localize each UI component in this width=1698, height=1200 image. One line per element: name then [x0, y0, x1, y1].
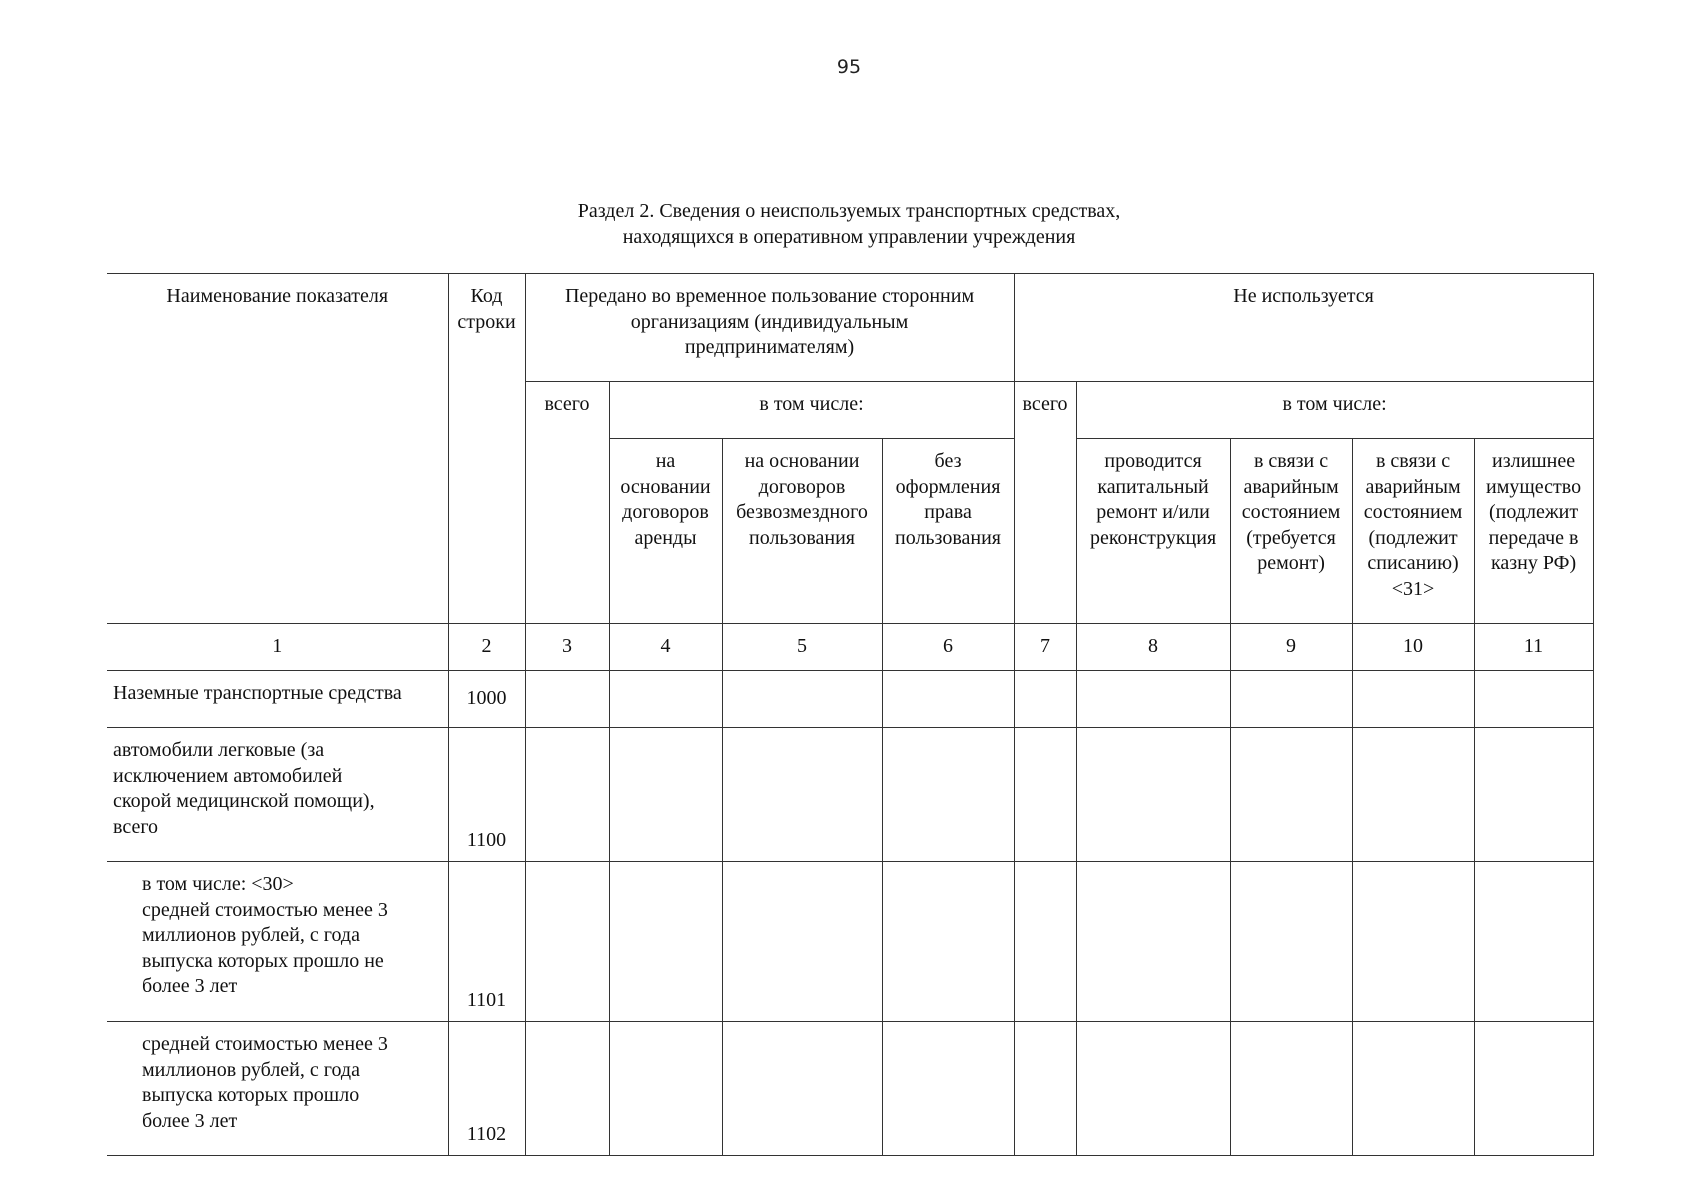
data-cell[interactable] [1076, 728, 1230, 862]
data-cell[interactable] [722, 671, 882, 728]
data-cell[interactable] [1352, 671, 1474, 728]
header-line: пользования [749, 526, 855, 549]
header-col-4 [609, 439, 722, 624]
row-name-line: Наземные транспортные средства [113, 682, 402, 704]
section-title [0, 198, 1698, 250]
header-line: аварийным [1243, 475, 1339, 498]
data-cell[interactable] [525, 671, 609, 728]
column-number: 1 [107, 624, 448, 671]
header-col-5 [722, 439, 882, 624]
row-name-line: исключением автомобилей [113, 764, 343, 787]
row-name-line: скорой медицинской помощи), [113, 790, 375, 812]
data-cell[interactable] [722, 862, 882, 1022]
data-cell[interactable] [1474, 728, 1593, 862]
section-title-line-2: находящихся в оперативном управлении учреждения [622, 226, 1076, 248]
data-cell[interactable] [525, 728, 609, 862]
header-transferred-line: организациям (индивидуальным [630, 310, 909, 333]
column-number: 2 [448, 624, 525, 671]
header-col-6 [882, 439, 1014, 624]
header-transferred [525, 274, 1014, 382]
column-number: 6 [882, 624, 1014, 671]
header-line: казну РФ) [1490, 552, 1577, 574]
row-name-line: более 3 лет [142, 1109, 238, 1132]
page-number: 95 [836, 56, 862, 78]
header-line: договоров [622, 501, 709, 523]
data-cell[interactable] [1352, 862, 1474, 1022]
data-cell[interactable] [1014, 862, 1076, 1022]
table-row [107, 728, 1593, 862]
data-cell[interactable] [1230, 671, 1352, 728]
data-cell[interactable] [1230, 862, 1352, 1022]
data-cell[interactable] [882, 862, 1014, 1022]
data-cell[interactable] [525, 862, 609, 1022]
column-number: 7 [1014, 624, 1076, 671]
row-name [107, 1022, 448, 1156]
header-line: <31> [1391, 577, 1435, 600]
data-cell[interactable] [722, 728, 882, 862]
header-line: аварийным [1365, 475, 1461, 498]
header-line: аренды [634, 526, 697, 549]
header-total-not-used: всего [1014, 382, 1076, 624]
header-col-8 [1076, 439, 1230, 624]
header-line: права [924, 501, 972, 523]
header-line: безвозмездного [736, 501, 868, 523]
row-name-line: миллионов рублей, с года [142, 1058, 360, 1081]
header-line: без [934, 450, 962, 472]
header-line: на [655, 450, 676, 472]
header-code-line: строки [457, 310, 516, 333]
header-line: в связи с [1375, 450, 1451, 472]
row-code: 1000 [448, 671, 525, 728]
data-cell[interactable] [525, 1022, 609, 1156]
header-transferred-line: Передано во временное пользование сторонним [564, 285, 975, 307]
row-name-line: средней стоимостью менее 3 [142, 1033, 388, 1055]
table-row [107, 862, 1593, 1022]
header-line: (подлежит [1368, 526, 1458, 549]
data-cell[interactable] [1014, 728, 1076, 862]
header-line: ремонт и/или [1096, 501, 1210, 523]
section-title-line-1: Раздел 2. Сведения о неиспользуемых транспортных средствах, [577, 200, 1121, 222]
data-cell[interactable] [1352, 728, 1474, 862]
header-col-11 [1474, 439, 1593, 624]
header-transferred-line: предпринимателям) [684, 336, 855, 358]
column-number: 11 [1474, 624, 1593, 671]
header-line: реконструкция [1089, 526, 1217, 549]
data-cell[interactable] [1474, 1022, 1593, 1156]
column-number: 10 [1352, 624, 1474, 671]
header-line: основании [620, 475, 711, 498]
data-cell[interactable] [1014, 1022, 1076, 1156]
header-line: имущество [1486, 475, 1582, 498]
column-number: 5 [722, 624, 882, 671]
row-code: 1101 [448, 862, 525, 1022]
data-cell[interactable] [882, 671, 1014, 728]
header-line: состоянием [1241, 501, 1341, 523]
data-cell[interactable] [1076, 862, 1230, 1022]
column-number: 9 [1230, 624, 1352, 671]
header-not-used: Не используется [1014, 274, 1593, 382]
row-name-line: выпуска которых прошло не [142, 949, 384, 972]
data-cell[interactable] [1076, 671, 1230, 728]
header-total-transferred: всего [525, 382, 609, 624]
header-line: в связи с [1253, 450, 1329, 472]
table-row [107, 1022, 1593, 1156]
table-row [107, 671, 1593, 728]
header-line: передаче в [1488, 526, 1579, 549]
header-col-9 [1230, 439, 1352, 624]
header-including-not-used: в том числе: [1076, 382, 1593, 439]
header-col-10 [1352, 439, 1474, 624]
column-number: 4 [609, 624, 722, 671]
header-line: (подлежит [1489, 501, 1579, 523]
row-name-line: средней стоимостью менее 3 [142, 898, 388, 921]
row-name-line: автомобили легковые (за [113, 739, 325, 761]
row-name-line: более 3 лет [142, 975, 238, 997]
row-code: 1100 [448, 728, 525, 862]
vehicles-table [107, 273, 1594, 1156]
header-line: пользования [895, 526, 1002, 549]
row-name-line: в том числе: <30> [142, 873, 294, 895]
header-line: капитальный [1097, 475, 1209, 498]
data-cell[interactable] [1230, 1022, 1352, 1156]
data-cell[interactable] [882, 1022, 1014, 1156]
row-code: 1102 [448, 1022, 525, 1156]
data-cell[interactable] [609, 1022, 722, 1156]
data-cell[interactable] [722, 1022, 882, 1156]
data-cell[interactable] [1076, 1022, 1230, 1156]
column-number: 8 [1076, 624, 1230, 671]
data-cell[interactable] [609, 728, 722, 862]
header-line: списанию) [1367, 552, 1459, 574]
header-code-line: Код [470, 285, 503, 307]
row-name-line: выпуска которых прошло [142, 1084, 360, 1106]
row-name [107, 862, 448, 1022]
header-name: Наименование показателя [107, 274, 448, 624]
row-name [107, 671, 448, 728]
data-cell[interactable] [1474, 862, 1593, 1022]
header-line: (требуется [1246, 526, 1336, 549]
data-cell[interactable] [609, 671, 722, 728]
header-line: оформления [895, 475, 1001, 498]
header-code [448, 274, 525, 624]
header-line: договоров [758, 475, 846, 498]
data-cell[interactable] [1014, 671, 1076, 728]
column-number-row [107, 624, 1593, 671]
header-line: проводится [1104, 450, 1202, 472]
row-name-line: миллионов рублей, с года [142, 924, 360, 946]
header-line: ремонт) [1257, 552, 1325, 574]
row-name [107, 728, 448, 862]
column-number: 3 [525, 624, 609, 671]
data-cell[interactable] [882, 728, 1014, 862]
header-line: состоянием [1363, 501, 1463, 523]
data-cell[interactable] [1230, 728, 1352, 862]
data-cell[interactable] [1474, 671, 1593, 728]
header-including-transferred: в том числе: [609, 382, 1014, 439]
header-line: на основании [744, 450, 860, 472]
data-cell[interactable] [609, 862, 722, 1022]
header-line: излишнее [1491, 450, 1576, 472]
row-name-line: всего [113, 815, 159, 838]
data-cell[interactable] [1352, 1022, 1474, 1156]
